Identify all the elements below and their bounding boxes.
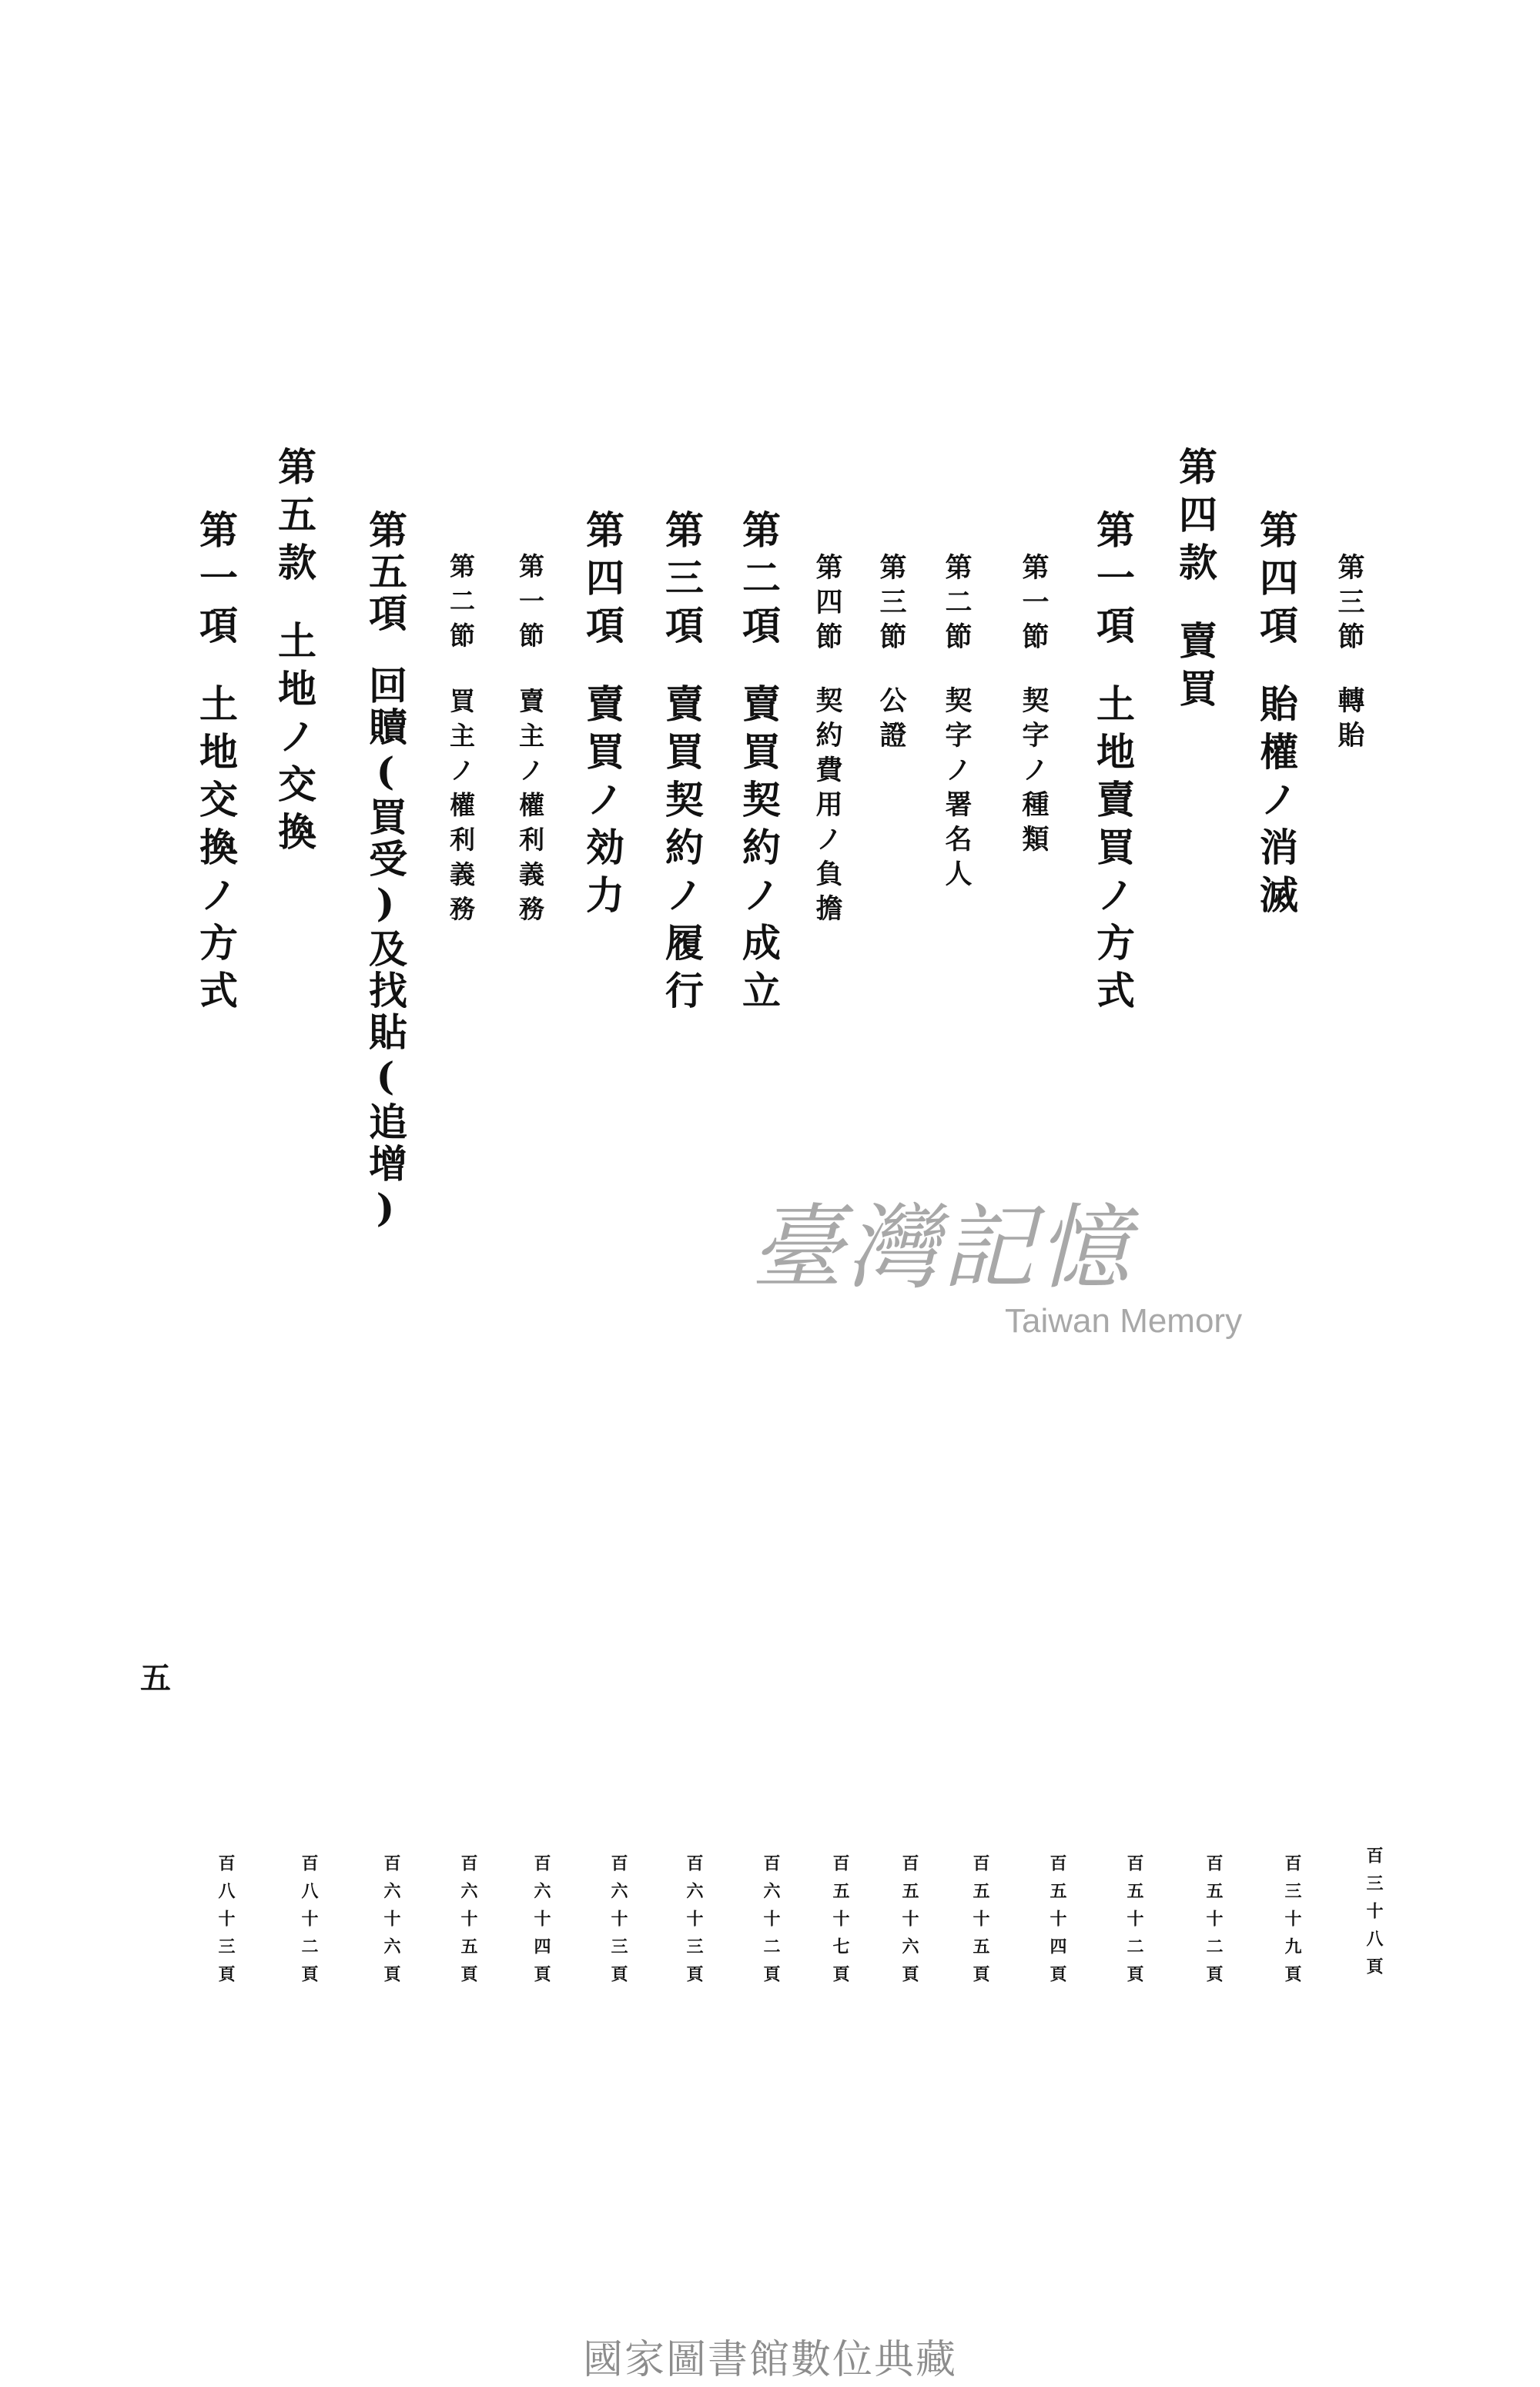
section-title: 契字ノ種類 xyxy=(1018,686,1050,859)
page-reference: 百六十三頁 xyxy=(608,1854,628,1993)
page-reference: 百六十五頁 xyxy=(458,1854,478,1993)
section-title: 賣主ノ權利義務 xyxy=(515,688,545,930)
toc-title-line xyxy=(448,553,474,930)
section-number: 第二節 xyxy=(941,553,973,657)
section-title: 公證 xyxy=(875,686,907,755)
section-title: 賣買契約ノ成立 xyxy=(736,684,782,1018)
section-number: 第四節 xyxy=(812,553,843,657)
toc-title-line xyxy=(1254,510,1299,922)
page-reference: 百六十三頁 xyxy=(684,1854,704,1993)
page-reference: 百六十四頁 xyxy=(531,1854,551,1993)
page-reference: 百三十八頁 xyxy=(1364,1846,1384,1985)
section-title: 土地交換ノ方式 xyxy=(193,684,239,1018)
footer-archive-label: 國家圖書館數位典藏 xyxy=(582,2337,957,2383)
watermark-chinese: 臺灣記憶 xyxy=(751,1195,1133,1302)
toc-title-line xyxy=(272,447,317,859)
toc-title-line xyxy=(659,510,705,1018)
section-number: 第二節 xyxy=(446,553,476,657)
page-reference: 百八十三頁 xyxy=(216,1854,236,1993)
folio-page-number: 五 xyxy=(140,1660,171,1696)
section-title: 賣買ノ効力 xyxy=(580,684,625,922)
page-reference: 百六十六頁 xyxy=(381,1854,401,1993)
toc-title-line xyxy=(875,553,907,755)
section-number: 第一節 xyxy=(1018,553,1050,657)
section-title: 回贖(買受)及找貼(追增) xyxy=(363,665,408,1234)
section-number: 第三節 xyxy=(875,553,907,657)
section-number: 第四款 xyxy=(1173,447,1218,590)
section-title: 賣買契約ノ履行 xyxy=(659,684,705,1018)
section-number: 第四項 xyxy=(580,510,625,653)
toc-title-line xyxy=(1090,510,1136,1018)
page-reference: 百五十七頁 xyxy=(830,1854,850,1993)
watermark-english: Taiwan Memory xyxy=(1005,1302,1243,1340)
page-reference: 百五十二頁 xyxy=(1204,1854,1224,1993)
section-number: 第五款 xyxy=(272,447,317,590)
page-reference: 百八十二頁 xyxy=(299,1854,319,1993)
page-reference: 百六十二頁 xyxy=(761,1854,781,1993)
toc-title-line xyxy=(580,510,625,922)
section-number: 第三節 xyxy=(1334,553,1365,657)
section-title: 轉貽 xyxy=(1334,686,1365,755)
section-number: 第一項 xyxy=(1090,510,1136,653)
section-number: 第一節 xyxy=(515,553,545,657)
section-number: 第三項 xyxy=(659,510,705,653)
toc-title-line xyxy=(814,553,841,929)
section-title: 土地賣買ノ方式 xyxy=(1090,684,1136,1018)
page-reference: 百五十六頁 xyxy=(899,1854,919,1993)
toc-title-line xyxy=(1336,553,1363,755)
toc-title-line xyxy=(736,510,782,1018)
section-title: 賣買 xyxy=(1173,621,1218,716)
section-title: 土地ノ交換 xyxy=(272,621,317,859)
toc-title-line xyxy=(1018,553,1050,859)
watermark xyxy=(751,1174,1242,1341)
section-title: 契字ノ署名人 xyxy=(941,686,973,894)
section-title: 貽權ノ消滅 xyxy=(1254,684,1299,922)
page-reference: 百五十四頁 xyxy=(1047,1854,1067,1993)
section-number: 第五項 xyxy=(363,510,408,634)
section-number: 第一項 xyxy=(193,510,239,653)
section-number: 第二項 xyxy=(736,510,782,653)
section-title: 買主ノ權利義務 xyxy=(446,688,476,930)
toc-title-line xyxy=(941,553,973,894)
page-reference: 百五十五頁 xyxy=(970,1854,990,1993)
toc-title-line xyxy=(363,510,408,1234)
toc-title-line xyxy=(1173,447,1218,716)
page-reference: 百三十九頁 xyxy=(1282,1854,1302,1993)
page-reference: 百五十二頁 xyxy=(1124,1854,1144,1993)
section-number: 第四項 xyxy=(1254,510,1299,653)
section-title: 契約費用ノ負擔 xyxy=(812,686,843,929)
toc-title-line xyxy=(517,553,543,930)
toc-title-line xyxy=(193,510,239,1018)
